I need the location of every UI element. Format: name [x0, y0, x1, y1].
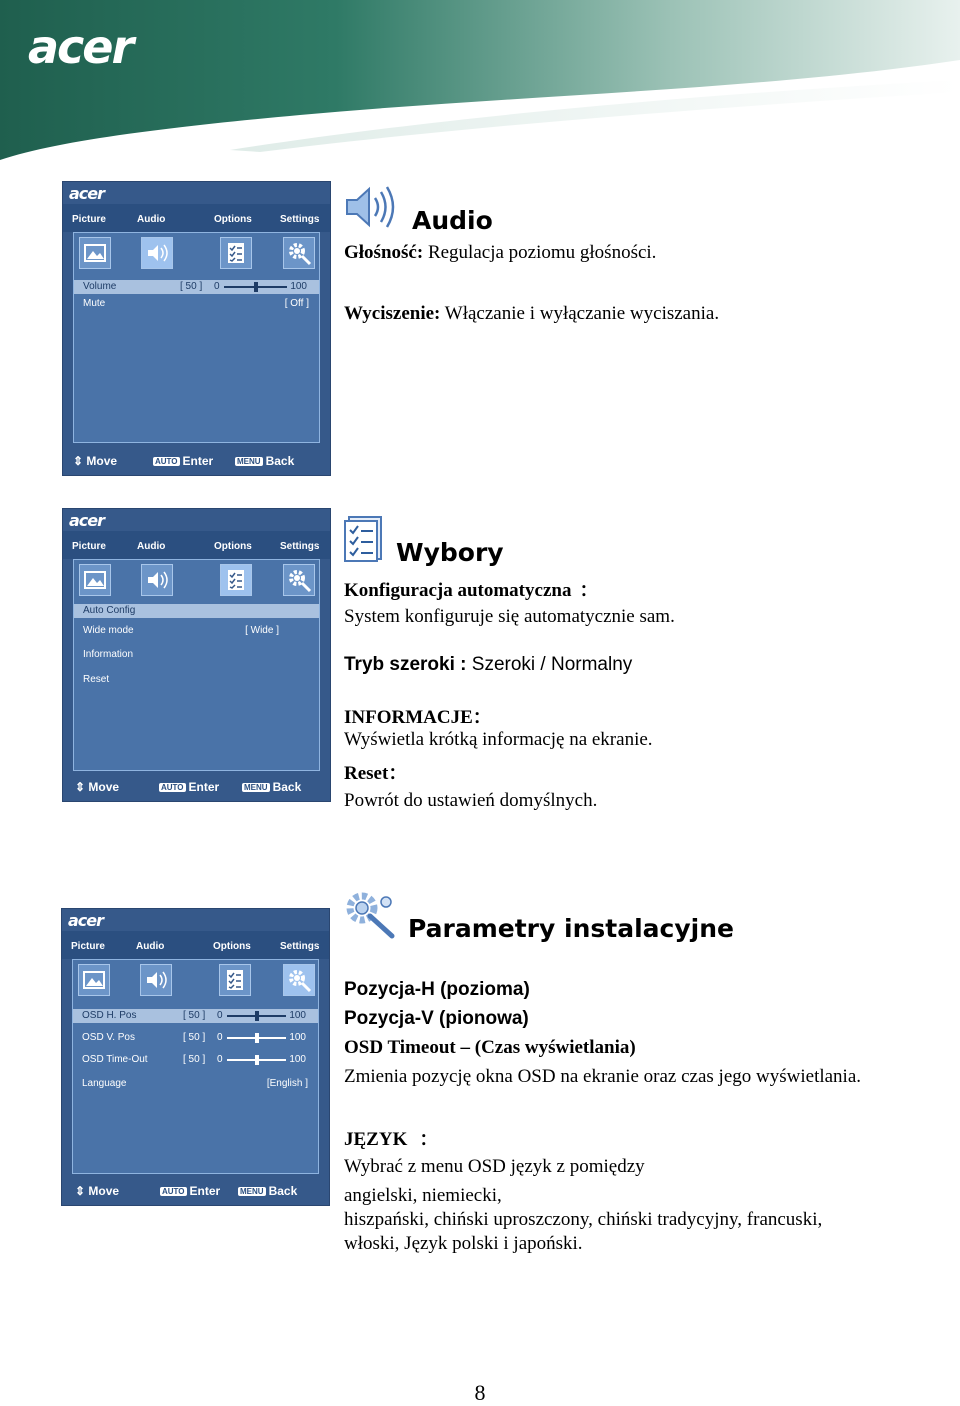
- osd-label: OSD V. Pos: [82, 1032, 135, 1043]
- back-label: Back: [272, 780, 302, 794]
- speaker-icon: [140, 964, 172, 996]
- osd-value: [ 50 ]: [183, 1054, 206, 1065]
- slider-max: 100: [289, 1054, 306, 1065]
- auto-config-line: [344, 575, 598, 602]
- osd-label: Reset: [83, 674, 110, 685]
- osd-value: [ 50 ]: [180, 281, 203, 292]
- language-desc-2: angielski, niemiecki,: [344, 1185, 502, 1206]
- page-number: 8: [474, 1380, 486, 1405]
- menu-key: MENU: [244, 783, 268, 792]
- osd-footer: [63, 445, 330, 475]
- osd-tab-picture: Picture: [72, 214, 106, 225]
- checklist-icon: [220, 564, 252, 596]
- osd-back-hint: [238, 1184, 297, 1198]
- osd-footer: [62, 1175, 329, 1205]
- slider-min: 0: [217, 1032, 223, 1043]
- speaker-icon: [141, 237, 173, 269]
- volume-line: [344, 242, 656, 264]
- slider-max: 100: [289, 1010, 306, 1021]
- auto-key: AUTO: [161, 783, 184, 792]
- mute-term: Wyciszenie:: [344, 303, 441, 324]
- checklist-icon: [219, 964, 251, 996]
- enter-label: Enter: [188, 780, 220, 794]
- mute-desc: Włączanie i wyłączanie wyciszania.: [440, 303, 720, 324]
- osd-tab-options: Options: [214, 214, 252, 225]
- auto-config-desc: System konfiguruje się automatycznie sam.: [344, 606, 675, 627]
- information-colon: ：: [472, 707, 492, 728]
- osd-slider-track: [224, 286, 287, 288]
- osd-tab-audio: Audio: [137, 541, 166, 552]
- osd-back-hint: [242, 780, 301, 794]
- osd-tab-bar: [63, 204, 330, 232]
- language-desc-3: hiszpański, chiński uproszczony, chiński tradycyjny, francuski,: [344, 1209, 823, 1230]
- osd-row-reset: [74, 673, 319, 687]
- osd-tab-picture: Picture: [71, 941, 105, 952]
- move-label: Move: [88, 1184, 120, 1198]
- osd-slider-track: [227, 1037, 286, 1039]
- osd-icon-row: [73, 960, 318, 1000]
- osd-tab-options: Options: [214, 541, 252, 552]
- header-swoosh: [0, 0, 960, 160]
- slider-min: 0: [214, 281, 220, 292]
- osd-tab-bar: [63, 531, 330, 559]
- timeout-desc: Zmienia pozycję okna OSD na ekranie oraz czas jego wyświetlania.: [344, 1066, 862, 1087]
- information-desc: Wyświetla krótką informację na ekranie.: [344, 729, 653, 750]
- osd-slider-knob: [254, 282, 258, 292]
- osd-panel: [72, 959, 319, 1174]
- osd-slider-knob: [255, 1055, 259, 1065]
- osd-move-hint: ⇕ Move: [75, 780, 120, 794]
- slider-min: 0: [217, 1010, 223, 1021]
- header-banner: [0, 0, 960, 160]
- speaker-icon: [141, 564, 173, 596]
- auto-key: AUTO: [162, 1187, 185, 1196]
- checklist-icon: [220, 237, 252, 269]
- language-line: [344, 1124, 438, 1151]
- information-term: INFORMACJE: [344, 707, 473, 728]
- osd-label: Auto Config: [83, 605, 136, 616]
- osd-tab-audio: Audio: [136, 941, 165, 952]
- volume-term: Głośność:: [344, 242, 424, 263]
- move-label: Move: [88, 780, 120, 794]
- osd-icon-row: [74, 560, 319, 600]
- osd-tab-audio: Audio: [137, 214, 166, 225]
- osd-tab-picture: Picture: [72, 541, 106, 552]
- osd-row-volume: [74, 280, 319, 294]
- acer-logo: acer: [28, 20, 133, 74]
- wide-mode-line: [344, 654, 632, 676]
- osd-footer: [63, 771, 330, 801]
- back-label: Back: [265, 454, 295, 468]
- v-pos-term: Pozycja-V (pionowa): [344, 1008, 529, 1029]
- auto-key: AUTO: [155, 457, 178, 466]
- menu-key: MENU: [240, 1187, 264, 1196]
- osd-tab-bar: [62, 931, 329, 959]
- osd-logo: acer: [68, 911, 104, 930]
- gear-icon: [283, 237, 315, 269]
- osd-label: Language: [82, 1078, 127, 1089]
- audio-heading: Audio: [412, 206, 493, 235]
- osd-label: Wide mode: [83, 625, 134, 636]
- h-pos-term: Pozycja-H (pozioma): [344, 979, 530, 1000]
- osd-settings-screenshot: [61, 908, 330, 1206]
- language-term: JĘZYK: [344, 1129, 408, 1150]
- mute-line: [344, 303, 719, 325]
- osd-row-language: [73, 1077, 318, 1091]
- options-heading: Wybory: [396, 538, 504, 567]
- osd-panel: [73, 232, 320, 443]
- slider-max: 100: [290, 281, 307, 292]
- osd-move-hint: ⇕ Move: [73, 454, 118, 468]
- osd-row-mute: [74, 297, 319, 311]
- speaker-icon: [343, 184, 401, 235]
- osd-tab-settings: Settings: [280, 541, 320, 552]
- osd-label: Mute: [83, 298, 106, 309]
- menu-key: MENU: [237, 457, 261, 466]
- osd-enter-hint: [153, 454, 213, 468]
- osd-label: OSD H. Pos: [82, 1010, 137, 1021]
- auto-config-colon: ：: [579, 580, 599, 601]
- information-line: [344, 702, 492, 729]
- osd-row-auto-config: [74, 604, 319, 618]
- osd-value: [ Off ]: [284, 298, 309, 309]
- wide-mode-term: Tryb szeroki :: [344, 654, 467, 675]
- osd-move-hint: ⇕ Move: [75, 1184, 120, 1198]
- picture-icon: [79, 564, 111, 596]
- osd-value: [ 50 ]: [183, 1032, 206, 1043]
- reset-colon: ：: [388, 763, 408, 784]
- picture-icon: [79, 237, 111, 269]
- osd-tab-options: Options: [213, 941, 251, 952]
- gear-icon: [342, 888, 398, 945]
- osd-audio-screenshot: [62, 181, 331, 476]
- osd-row-information: [74, 648, 319, 662]
- osd-logo: acer: [69, 184, 105, 203]
- settings-heading: Parametry instalacyjne: [408, 914, 734, 943]
- osd-slider-knob: [255, 1033, 259, 1043]
- osd-row-time-out: [73, 1053, 318, 1067]
- osd-row-h-pos: [73, 1009, 318, 1023]
- enter-label: Enter: [182, 454, 214, 468]
- language-desc-1: Wybrać z menu OSD język z pomiędzy: [344, 1156, 645, 1177]
- gear-icon: [283, 964, 315, 996]
- osd-back-hint: [235, 454, 294, 468]
- wide-mode-desc: Szeroki / Normalny: [466, 654, 633, 675]
- osd-slider-track: [227, 1015, 286, 1017]
- volume-desc: Regulacja poziomu głośności.: [423, 242, 657, 263]
- reset-term: Reset: [344, 763, 389, 784]
- osd-tab-settings: Settings: [280, 941, 320, 952]
- osd-row-wide-mode: [74, 624, 319, 638]
- osd-icon-row: [74, 233, 319, 273]
- timeout-term: OSD Timeout – (Czas wyświetlania): [344, 1037, 636, 1058]
- move-label: Move: [86, 454, 118, 468]
- picture-icon: [78, 964, 110, 996]
- osd-label: Information: [83, 649, 134, 660]
- osd-row-v-pos: [73, 1031, 318, 1045]
- back-label: Back: [268, 1184, 298, 1198]
- osd-options-screenshot: [62, 508, 331, 802]
- language-desc-4: włoski, Język polski i japoński.: [344, 1233, 583, 1254]
- osd-enter-hint: [159, 780, 219, 794]
- osd-value: [ Wide ]: [245, 625, 279, 636]
- osd-logo: acer: [69, 511, 105, 530]
- enter-label: Enter: [189, 1184, 221, 1198]
- reset-line: [344, 758, 407, 785]
- osd-enter-hint: [160, 1184, 220, 1198]
- reset-desc: Powrót do ustawień domyślnych.: [344, 790, 598, 811]
- osd-value: [ 50 ]: [183, 1010, 206, 1021]
- osd-tab-settings: Settings: [280, 214, 320, 225]
- gear-icon: [283, 564, 315, 596]
- auto-config-term: Konfiguracja automatyczna: [344, 580, 572, 601]
- osd-value: [English ]: [266, 1078, 308, 1089]
- osd-slider-knob: [255, 1011, 259, 1021]
- osd-slider-track: [227, 1059, 286, 1061]
- osd-label: Volume: [83, 281, 117, 292]
- slider-min: 0: [217, 1054, 223, 1065]
- osd-label: OSD Time-Out: [82, 1054, 148, 1065]
- language-colon: ：: [419, 1129, 439, 1150]
- checklist-icon: [343, 513, 387, 568]
- slider-max: 100: [289, 1032, 306, 1043]
- osd-panel: [73, 559, 320, 771]
